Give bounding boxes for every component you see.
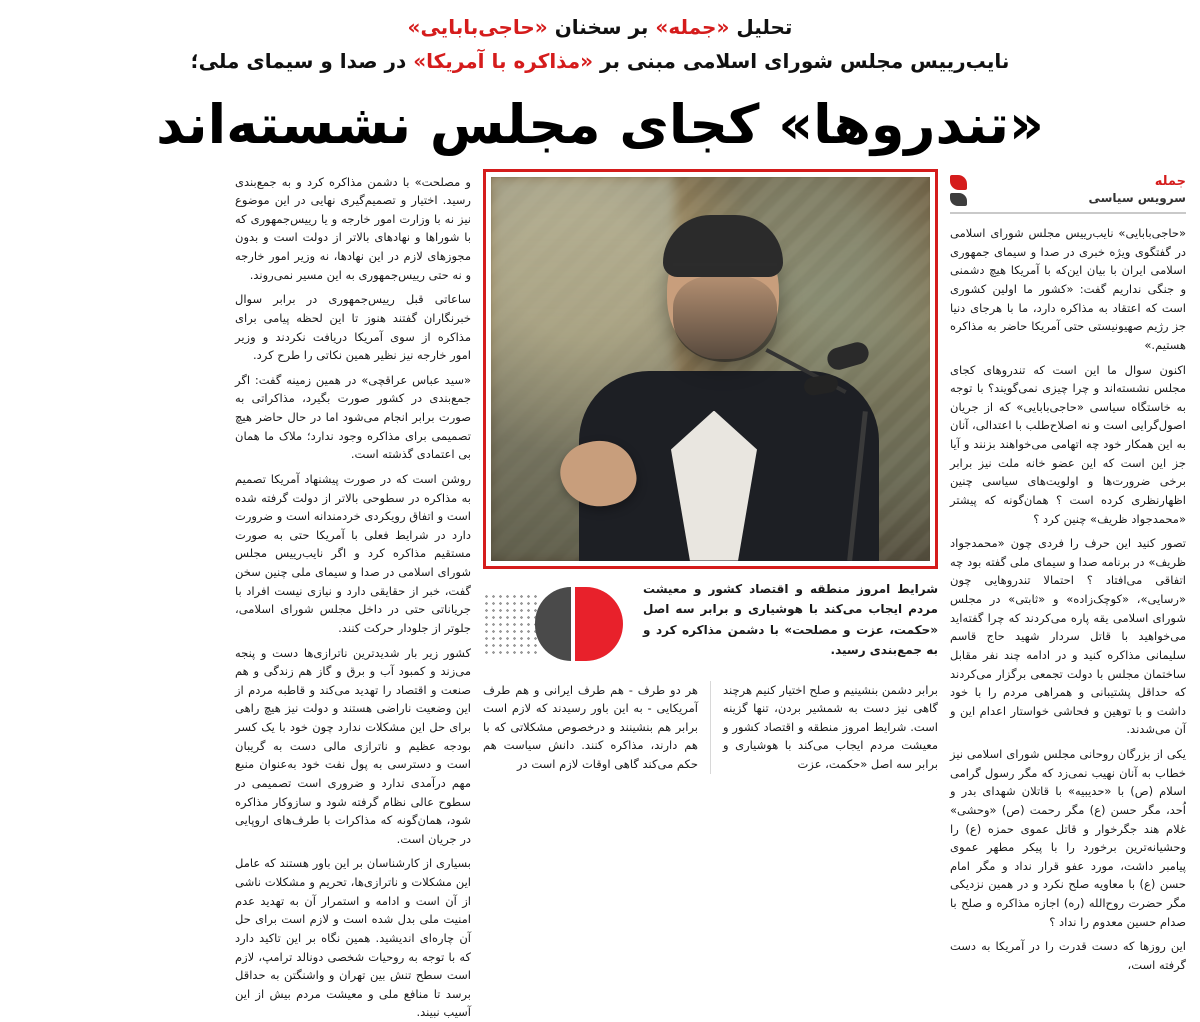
article-header: [14, 12, 1186, 159]
logo-dot-pattern-icon: [483, 593, 541, 655]
article-body: [14, 169, 1186, 1020]
kicker-line-1: [14, 12, 1186, 42]
brand-bar: [950, 173, 1186, 215]
kicker2-post: در صدا و سیمای ملی؛: [190, 49, 414, 73]
middle-bottom-columns: [483, 681, 938, 774]
paragraph: یکی از بزرگان روحانی مجلس شورای اسلامی نیز خطاب به آنان نهیب نمی‌زد که مگر رسول گرامی اسلام (ص) با «حدیبیه» با قاتلان شهدای بدر و اُحد، مگر حسن (ع) مگر رحمت (ص) «وحشی» غلام هند جگرخوار و قاتل عموی حمزه (ع) را وحشیانه‌ترین برخورد را با پیکر مطهر عموی پیامبر داشت، مورد عفو قرار نداد و مگر امام حسن (ع) با معاویه صلح نکرد و در همین نزدیکی مگر حضرت روح‌الله (ره) اجازه مذاکره و صلح با صدام حسین معدوم را نداد ؟: [950, 747, 1186, 929]
paragraph: بسیاری از کارشناسان بر این باور هستند که عامل این مشکلات و ناترازی‌ها، تحریم و مشکلات ناشی از آن است و ادامه و استمرار آن به تهدید عدم امنیت ملی بدل شده است و لازم است برای حل آن چاره‌ای اندیشید. همین نگاه بر این تاکید دارد که با توجه به روحیات شخصی دونالد ترامپ، لازم است سطح تنش بین تهران و واشنگتن به حداقل برسد تا منافع ملی و معیشت مردم بیش از این آسیب نبیند.: [235, 856, 471, 1020]
photo-caption: شرایط امروز منطقه و اقتصاد کشور و معیشت مردم ایجاب می‌کند با هوشیاری و برابر سه اصل «حکمت، عزت و مصلحت» با دشمن مذاکره کرد و به جمع‌بندی رسید.: [643, 581, 938, 658]
paragraph: «سید عباس عراقچی» در همین زمینه گفت: اگر جمع‌بندی در کشور صورت بگیرد، مذاکراتی به صورت برابر انجام می‌شود اما در حال حاضر هیچ تصمیمی برای مذاکره وجود ندارد؛ ملاک ما همان بی اعتمادی گذشته است.: [235, 372, 471, 462]
kicker-line-2: [14, 46, 1186, 77]
kicker2-pre: نایب‌رییس مجلس شورای اسلامی مبنی بر: [593, 49, 1010, 73]
paragraph: برابر دشمن بنشینیم و صلح اختیار کنیم هرچند گاهی نیز دست به شمشیر بردن، تنها گزینه است. شرایط امروز منطقه و اقتصاد کشور و معیشت مردم ایجاب می‌کند با هوشیاری و برابر سه اصل «حکمت، عزت: [723, 682, 938, 771]
logo-dark-mark-icon: [950, 193, 967, 206]
paragraph: «حاجی‌بابایی» نایب‌رییس مجلس شورای اسلامی در گفتگوی ویژه خبری در صدا و سیمای جمهوری اسلامی ایران با بیان این‌که با آمریکا هیچ دشمنی و جنگی نداریم گفت: «کشور ما اولین کشوری است که اعتقاد به مذاکره دارد، ما با هرجای دنیا جز رژیم صهیونیستی حتی آمریکا حاضر به مذاکره هستیم.»: [950, 226, 1186, 352]
kicker-mid: بر سخنان: [547, 15, 656, 39]
column-left-1: [235, 169, 471, 1020]
paragraph: کشور زیر بار شدیدترین ناترازی‌ها دست و پنجه می‌زند و کمبود آب و برق و گاز هم زندگی و هم صنعت و اقتصاد را تهدید می‌کند و قاطبه مردم از این وضعیت ناراضی هستند و دولت نیز هیچ راهی برای حل این مشکلات ندارد چون خود با یک کسر بودجه عظیم و ناترازی مالی دست به گریبان است و دسترسی به پول نفت خود به‌عنوان منبع مهم درآمدی ندارد و ضروری است تصمیمی در سطوح عالی نظام گرفته شود و سازوکار مذاکره شود، همان‌گونه که مذاکرات با طرف‌های اروپایی در جریان است.: [235, 645, 471, 846]
publication-logo: [483, 579, 633, 671]
paragraph: اکنون سوال ما این است که تندروهای کجای مجلس نشسته‌اند و چرا چیزی نمی‌گویند؟ با توجه به خاستگاه سیاسی «حاجی‌بابایی» که از جریان اصول‌گرایی است و نه اصلاح‌طلب با اعتدالی، آنان به این همکار خود چه اتهامی می‌خواهند بزنند و آیا جز این است که این عضو خانه ملت نیز برابر برخی ضرورت‌ها و اولویت‌های سیاسی چنین اظهارنظری کرده است ؟ همان‌گونه که پیشتر «محمدجواد ظریف» چنین کرد ؟: [950, 362, 1186, 526]
logo-red-half-icon: [575, 587, 623, 661]
column-right: [950, 169, 1186, 972]
paragraph: تصور کنید این حرف را فردی چون «محمدجواد ظریف» در برنامه صدا و سیمای ملی گفته بود چه اتفاقی می‌افتاد ؟ احتمالا تندروهایی چون «رسایی»، «کوچک‌زاده» و «ثابتی» در مجلس شورای اسلامی یقه پاره می‌کردند که چرا گفته‌اید می‌خواهید با قاتل سردار شهید حاج قاسم سلیمانی مذاکره کنید و در ادامه چند نفر مقابل ساختمان مجلس با دولت تجمعی برگزار می‌کردند که حداقل پشتیبانی و همراهی مردم را با خود داشت و با توهین و فحاشی خواستار اعدام این و آن می‌شدند.: [950, 536, 1186, 737]
photo-frame: [483, 169, 938, 569]
paragraph: این روزها که دست قدرت را در آمریکا به دست گرفته است،: [950, 939, 1186, 972]
paragraph: هر دو طرف - هم طرف ایرانی و هم طرف آمریکایی - به این باور رسیدند که لازم است برابر هم بنشینند و درخصوص مشکلاتی که با هم دارند، مذاکره کنند. دانش سیاست هم حکم می‌کند گاهی اوقات لازم است در: [483, 682, 698, 771]
brand-text: [1088, 173, 1186, 207]
paragraph: روشن است که در صورت پیشنهاد آمریکا تصمیم به مذاکره در سطوحی بالاتر از دولت گرفته شده است و اتفاق رویکردی خردمندانه است و ضرورت دارد در شرایط فعلی با آمریکا حتی به صورت مستقیم مذاکره کرد و اگر نایب‌رییس مجلس شورای اسلامی در صدا و سیمای ملی چنین سخن گفت، خبر از حقایقی دارد و نیازی نیست افراد با جریاناتی حتی در داخل مجلس شورای اسلامی، جلوتر از جلودار حرکت کنند.: [235, 471, 471, 635]
logo-red-mark-icon: [950, 175, 967, 190]
kicker-pre: تحلیل: [729, 15, 793, 39]
column-middle: [483, 169, 938, 809]
paragraph: و مصلحت» با دشمن مذاکره کرد و به جمع‌بندی رسید. اختیار و تصمیم‌گیری نهایی در این موضوع نیز نه با وزارت امور خارجه و یا رییس‌جمهوری که با شوراها و نهادهای بالاتر از دولت است و بدون مجوزهای لازم در این نهادها، نه وزیر امور خارجه و نه حتی رییس‌جمهوری به این مسیر نمی‌روند.: [235, 174, 471, 282]
speaker-photo: [491, 177, 930, 561]
kicker-highlight-jomle: «جمله»: [655, 15, 730, 39]
subject-beard: [673, 276, 777, 362]
subject-eyeglasses-icon: [673, 263, 777, 288]
kicker-highlight-hajibabaei: «حاجی‌بابایی»: [407, 15, 548, 39]
brand-name: جمله: [1154, 173, 1186, 189]
column-divider: [710, 681, 711, 774]
caption-row: [483, 579, 938, 671]
paragraph: ساعاتی قبل رییس‌جمهوری در برابر سوال خبرنگاران گفتند هنوز تا این لحظه پیامی برای مذاکره از سوی آمریکا دریافت نکردند و وزیر امور خارجه نیز نظیر همین نکاتی را طرح کرد.: [235, 292, 471, 363]
brand-logo: [950, 173, 967, 206]
kicker2-highlight-negotiation: «مذاکره با آمریکا»: [413, 49, 594, 73]
brand-section: سرویس سیاسی: [1088, 191, 1186, 206]
page-title: «تندروها» کجای مجلس نشسته‌اند: [156, 93, 1044, 156]
